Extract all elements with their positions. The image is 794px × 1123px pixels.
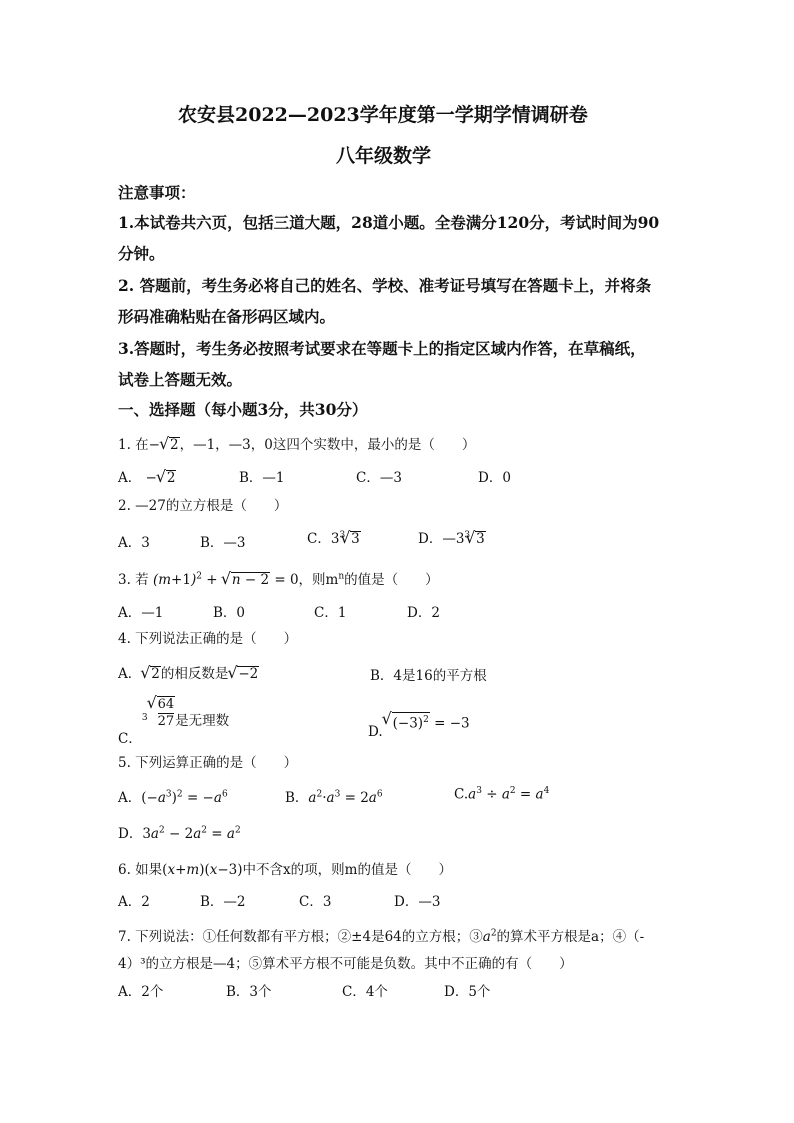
q6-option-d: D．—3 — [394, 894, 441, 910]
q3-option-a: A．—1 — [118, 605, 164, 621]
q5-option-c: $C.a^3 \div a^2 = a^4$ — [454, 786, 550, 803]
q1-prefix: 1. 在 — [118, 437, 149, 453]
q2-option-b: B．—3 — [200, 535, 246, 551]
q3-option-d: D．2 — [407, 605, 440, 621]
q1-text: ，—1，—3，0这四个实数中，最小的是（ ） — [179, 437, 476, 453]
q4-option-a: A．√ 2的相反数是√ −2 — [118, 662, 259, 682]
q1-expr: −√ 2 — [149, 437, 180, 453]
q3-option-c: C．1 — [314, 605, 347, 621]
q7-option-d: D．5个 — [444, 984, 491, 1000]
q6-option-c: C．3 — [299, 894, 332, 910]
question-6: 6. 如果(x+m)(x−3)中不含x的项，则m的值是（ ） — [118, 862, 452, 878]
question-4: 4. 下列说法正确的是（ ） — [118, 631, 298, 647]
q7-option-a: A．2个 — [118, 984, 164, 1000]
note-1-line-2: 分钟。 — [118, 244, 165, 263]
q6-option-a: A．2 — [118, 894, 150, 910]
question-7-line-1: 7. 下列说法：①任何数都有平方根；②±4是64的立方根；$③a^2$的算术平方根是a；④（- — [118, 928, 645, 945]
q7-option-b: B．3个 — [226, 984, 272, 1000]
q1-option-a: A． −√ 2 — [118, 466, 176, 486]
exam-subtitle: 八年级数学 — [336, 145, 432, 167]
notes-heading: 注意事项： — [118, 183, 196, 202]
question-5: 5. 下列运算正确的是（ ） — [118, 755, 298, 771]
q4-option-b: B．4是16的平方根 — [370, 668, 487, 684]
section-1-heading: 一、选择题（每小题3分，共30分） — [118, 400, 368, 419]
q2-option-a: A．3 — [118, 535, 150, 551]
note-3-line-2: 试卷上答题无效。 — [118, 370, 243, 389]
q5-option-d: D．$3a^2 - 2a^2 = a^2$ — [118, 825, 241, 842]
question-7-line-2: 4）³的立方根是—4；⑤算术平方根不可能是负数。其中不正确的有（ ） — [118, 956, 573, 972]
q4-option-c: C．$^3$ √ $\frac{64}{27}$ 是无理数 — [118, 696, 229, 730]
q5-option-a: A．$(-a^3)^2 = -a^6$ — [118, 789, 228, 806]
note-3-line-1: 3.答题时，考生务必按照考试要求在等题卡上的指定区域内作答，在草稿纸， — [118, 339, 646, 358]
q1-option-c: C．—3 — [356, 470, 402, 486]
q2-option-d: D．$—3^3√$ 3 — [418, 527, 486, 547]
q7-option-c: C．4个 — [342, 984, 388, 1000]
q1-option-b: B．—1 — [239, 470, 285, 486]
q3-option-b: B．0 — [213, 605, 246, 621]
note-2-line-2: 形码准确粘贴在备形码区域内。 — [118, 307, 336, 326]
exam-title: 农安县2022—2023学年度第一学期学情调研卷 — [178, 104, 588, 126]
q1-option-d: D．0 — [478, 470, 511, 486]
question-2: 2. —27的立方根是（ ） — [118, 498, 288, 514]
question-1 — [118, 433, 475, 453]
question-3: 3. 若 $(m+1)^2$ + √ n − 2 = 0，则$m^n$的值是（ ） — [118, 568, 439, 588]
q5-option-b: B．$a^2\cdot a^3 = 2a^6$ — [285, 789, 383, 806]
q6-option-b: B．—2 — [200, 894, 246, 910]
note-1-line-1: 1.本试卷共六页，包括三道大题，28道小题。全卷满分120分，考试时间为90 — [118, 213, 660, 232]
note-2-line-1: 2. 答题前，考生务必将自己的姓名、学校、准考证号填写在答题卡上，并将条 — [118, 276, 652, 295]
q4-option-d: D.√ $(-3)^2 = -3$ — [368, 712, 470, 732]
q2-option-c: C．$3^3√$ 3 — [307, 527, 361, 547]
